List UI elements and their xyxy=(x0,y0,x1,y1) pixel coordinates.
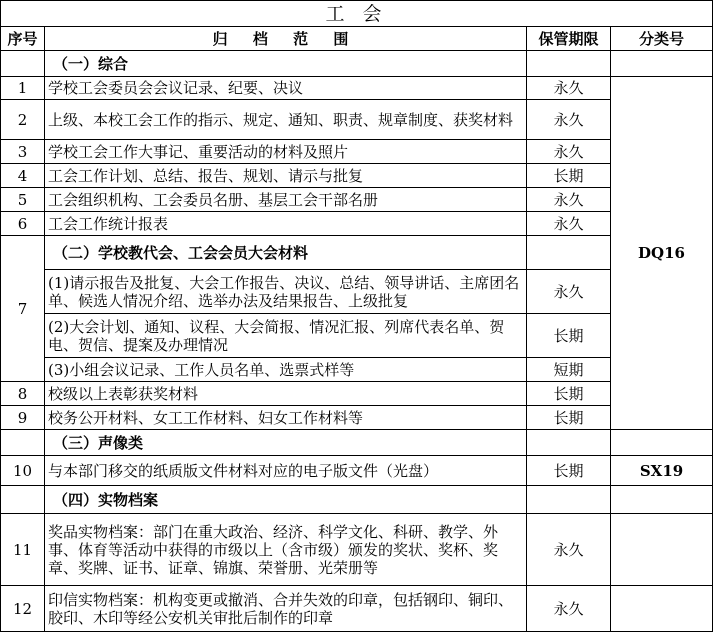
row-no: 10 xyxy=(1,456,45,486)
row-class-cell xyxy=(611,514,713,586)
row-scope: 工会组织机构、工会委员名册、基层工会干部名册 xyxy=(45,188,527,212)
row-period: 长期 xyxy=(527,314,611,358)
table-row xyxy=(1,456,713,486)
col-header-scope: 归 档 范 围 xyxy=(45,27,527,51)
row-period: 长期 xyxy=(527,382,611,406)
row-no: 6 xyxy=(1,212,45,236)
row-period: 长期 xyxy=(527,456,611,486)
row-no: 8 xyxy=(1,382,45,406)
table-row xyxy=(1,212,713,236)
table-row xyxy=(1,514,713,586)
section-period-cell xyxy=(527,51,611,77)
row-scope: 奖品实物档案：部门在重大政治、经济、科学文化、科研、教学、外事、体育等活动中获得的市级以上（含市级）颁发的奖状、奖杯、奖章、奖牌、证书、证章、锦旗、荣誉册、光荣册等 xyxy=(45,514,527,586)
row-no: 7 xyxy=(1,236,45,382)
section-period-cell xyxy=(527,430,611,456)
row-scope: (3)小组会议记录、工作人员名单、选票式样等 xyxy=(45,358,527,382)
section-no-cell xyxy=(1,430,45,456)
table-row xyxy=(1,382,713,406)
row-no: 2 xyxy=(1,100,45,140)
table-row xyxy=(1,358,713,382)
table-row xyxy=(1,406,713,430)
col-header-period: 保管期限 xyxy=(527,27,611,51)
row-scope: 上级、本校工会工作的指示、规定、通知、职责、规章制度、获奖材料 xyxy=(45,100,527,140)
row-scope: 工会工作计划、总结、报告、规划、请示与批复 xyxy=(45,164,527,188)
row-period: 永久 xyxy=(527,188,611,212)
row-scope: 与本部门移交的纸质版文件材料对应的电子版文件（光盘） xyxy=(45,456,527,486)
row-scope: (1)请示报告及批复、大会工作报告、决议、总结、领导讲话、主席团名单、候选人情况介绍、选举办法及结果报告、上级批复 xyxy=(45,270,527,314)
table-row xyxy=(1,140,713,164)
header-row xyxy=(1,27,713,51)
row-period: 长期 xyxy=(527,406,611,430)
row-no: 12 xyxy=(1,586,45,632)
row-no: 5 xyxy=(1,188,45,212)
table-row xyxy=(1,100,713,140)
row-scope: (2)大会计划、通知、议程、大会简报、情况汇报、列席代表名单、贺电、贺信、提案及办理情况 xyxy=(45,314,527,358)
row-period: 永久 xyxy=(527,586,611,632)
row-period: 永久 xyxy=(527,140,611,164)
row-scope: 印信实物档案：机构变更或撤消、合并失效的印章，包括钢印、铜印、胶印、木印等经公安机关审批后制作的印章 xyxy=(45,586,527,632)
row-period: 长期 xyxy=(527,164,611,188)
section-row xyxy=(1,51,713,77)
row-scope: 校务公开材料、女工工作材料、妇女工作材料等 xyxy=(45,406,527,430)
table-row xyxy=(1,314,713,358)
section-row xyxy=(1,486,713,514)
row-no: 4 xyxy=(1,164,45,188)
row-scope: 学校工会委员会会议记录、纪要、决议 xyxy=(45,77,527,100)
table-row xyxy=(1,164,713,188)
section-title: （四）实物档案 xyxy=(45,486,527,514)
table-row xyxy=(1,270,713,314)
section-period-cell xyxy=(527,236,611,270)
section-title: （二）学校教代会、工会会员大会材料 xyxy=(45,236,527,270)
table-row xyxy=(1,77,713,100)
col-header-no: 序号 xyxy=(1,27,45,51)
row-period: 永久 xyxy=(527,270,611,314)
section-row xyxy=(1,430,713,456)
row-period: 永久 xyxy=(527,514,611,586)
section-row xyxy=(1,236,713,270)
title-row xyxy=(1,1,713,27)
row-no: 1 xyxy=(1,77,45,100)
row-no: 11 xyxy=(1,514,45,586)
class-code-sx: SX19 xyxy=(611,456,713,486)
table-row xyxy=(1,188,713,212)
section-period-cell xyxy=(527,486,611,514)
section-class-cell xyxy=(611,486,713,514)
row-period: 短期 xyxy=(527,358,611,382)
section-class-cell xyxy=(611,51,713,77)
row-scope: 工会工作统计报表 xyxy=(45,212,527,236)
row-scope: 学校工会工作大事记、重要活动的材料及照片 xyxy=(45,140,527,164)
col-header-class: 分类号 xyxy=(611,27,713,51)
row-no: 9 xyxy=(1,406,45,430)
section-no-cell xyxy=(1,486,45,514)
table-title: 工 会 xyxy=(1,1,713,27)
class-code-dq: DQ16 xyxy=(611,77,713,430)
row-no: 3 xyxy=(1,140,45,164)
row-class-cell xyxy=(611,586,713,632)
row-period: 永久 xyxy=(527,212,611,236)
section-class-cell xyxy=(611,430,713,456)
row-scope: 校级以上表彰获奖材料 xyxy=(45,382,527,406)
section-title: （三）声像类 xyxy=(45,430,527,456)
row-period: 永久 xyxy=(527,100,611,140)
row-period: 永久 xyxy=(527,77,611,100)
section-title: （一）综合 xyxy=(45,51,527,77)
section-no-cell xyxy=(1,51,45,77)
table-row xyxy=(1,586,713,632)
